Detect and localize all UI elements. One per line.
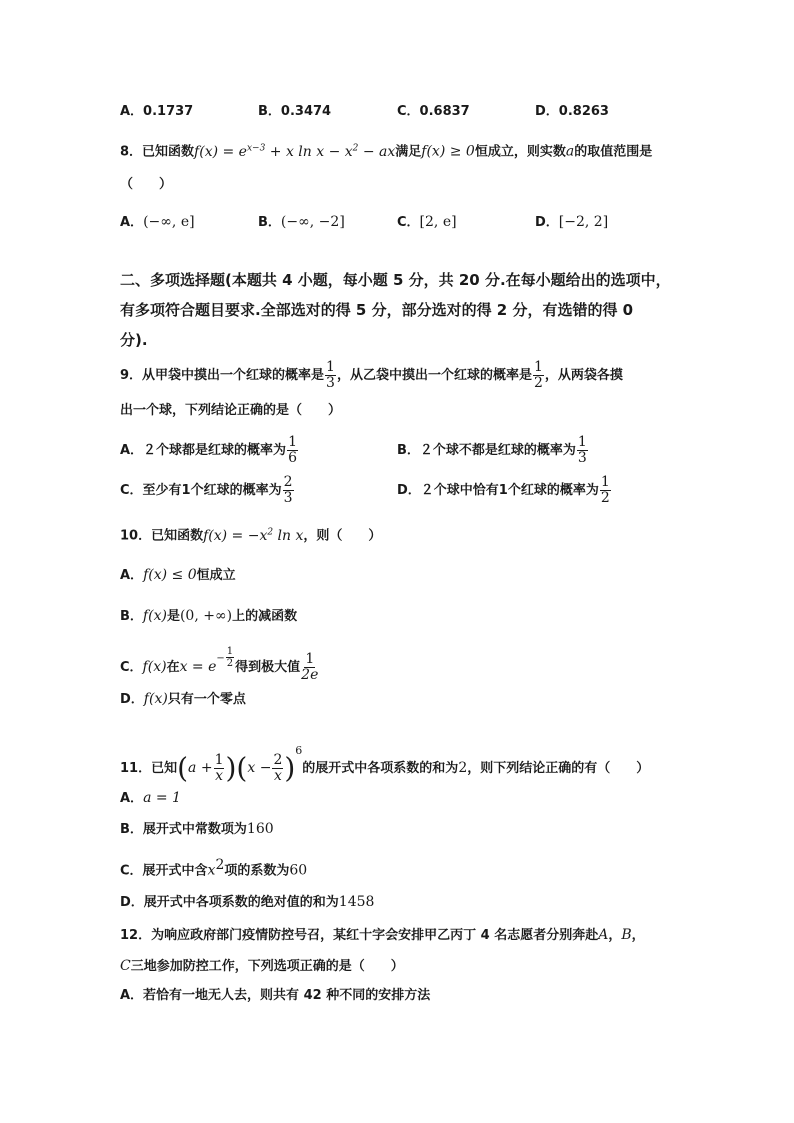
q9-stem-line-2: 出一个球，下列结论正确的是（ ） — [120, 403, 342, 418]
q8-option-b: B．(−∞, −2] — [258, 214, 345, 230]
q8-blank: （ ） — [120, 177, 173, 192]
q7-option-a: A．0.1737 — [120, 104, 194, 119]
q10-option-a: A．f(x) ≤ 0恒成立 — [120, 567, 236, 583]
q8-option-d: D．[−2, 2] — [535, 214, 609, 230]
q8-option-c: C．[2, e] — [397, 214, 457, 230]
q7-option-b: B．0.3474 — [258, 104, 332, 119]
q9-option-a: A．２个球都是红球的概率为 $\frac{1}{6}$ — [120, 434, 297, 466]
q11-stem: 11．已知(a + $\frac{1}{x}$ )(x − $\frac{2}{x}$ )$^6$的展开式中各项系数的和为2，则下列结论正确的有（ ） — [120, 744, 650, 785]
q9-option-b: B．２个球不都是红球的概率为 $\frac{1}{3}$ — [397, 434, 587, 466]
section-2-line-3: 分). — [120, 331, 148, 349]
q12-option-a: A．若恰有一地无人去，则共有 42 种不同的安排方法 — [120, 988, 431, 1003]
section-2-line-1: 二、多项选择题(本题共 4 小题，每小题 5 分，共 20 分.在每小题给出的选项中， — [120, 271, 671, 289]
q10-option-d: D．f(x)只有一个零点 — [120, 691, 246, 707]
q11-option-b: B．展开式中常数项为160 — [120, 821, 274, 837]
q9-option-c: C．至少有1个红球的概率为 $\frac{2}{3}$ — [120, 474, 293, 506]
q12-stem-line-2: C三地参加防控工作，下列选项正确的是（ ） — [120, 958, 404, 974]
q8-stem: 8．已知函数$f(x) = e^{x-3} + x$ $\ln x - x^2$ − ax满足f(x) ≥ 0恒成立，则实数a的取值范围是 — [120, 143, 653, 160]
q7-option-c: C．0.6837 — [397, 104, 470, 119]
q11-option-d: D．展开式中各项系数的绝对值的和为1458 — [120, 894, 375, 910]
q8-option-a: A．(−∞, e] — [120, 214, 195, 230]
q10-stem: 10．已知函数$f(x) = -x^2$ ln x，则（ ） — [120, 527, 382, 544]
q10-option-c: C．f(x)在x = e− $\frac{1}{2}$ 得到极大值 $\frac{1}{2e}$ — [120, 646, 319, 683]
q10-option-b: B．f(x)是(0, +∞)上的减函数 — [120, 608, 298, 624]
q11-option-c: C．展开式中含$x^2$项的系数为60 — [120, 857, 308, 879]
q7-option-d: D．0.8263 — [535, 104, 609, 119]
q9-option-d: D．２个球中恰有1个红球的概率为 $\frac{1}{2}$ — [397, 474, 610, 506]
q11-option-a: A．a = 1 — [120, 790, 181, 806]
section-2-line-2: 有多项符合题目要求.全部选对的得 5 分，部分选对的得 2 分，有选错的得 0 — [120, 301, 634, 319]
q9-stem: 9．从甲袋中摸出一个红球的概率是 $\frac{1}{3}$ ，从乙袋中摸出一个红球的概率是 $\frac{1}{2}$ ，从两袋各摸 — [120, 359, 623, 391]
q12-stem: 12．为响应政府部门疫情防控号召，某红十字会安排甲乙丙丁 4 名志愿者分别奔赴A，B， — [120, 927, 645, 943]
